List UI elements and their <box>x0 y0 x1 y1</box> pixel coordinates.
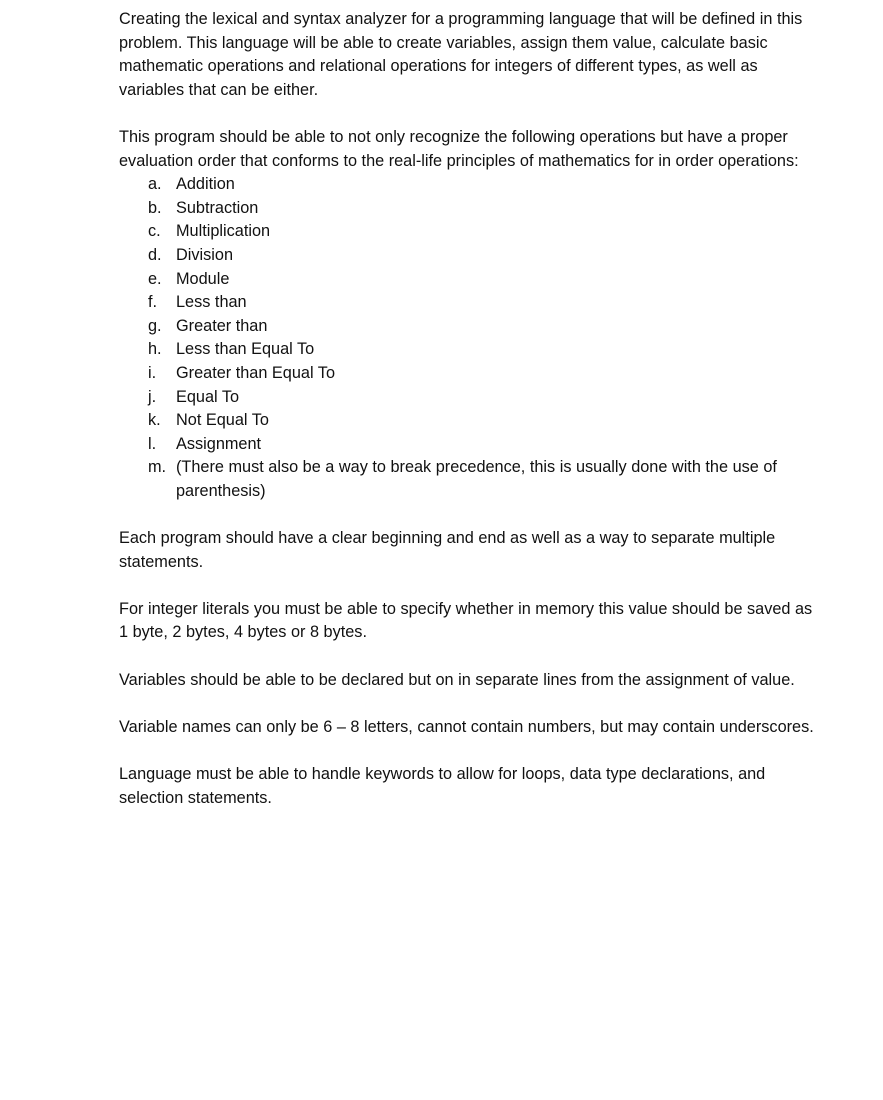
list-marker: m. <box>148 458 167 477</box>
list-item-text: Equal To <box>176 387 240 406</box>
list-item-text: Module <box>176 269 230 288</box>
list-marker: l. <box>148 434 157 453</box>
list-item-text: Division <box>176 245 234 264</box>
list-marker: b. <box>148 198 162 217</box>
integer-literals-paragraph: For integer literals you must be able to specify whether in memory this value should be saved as 1 byte, 2 bytes, 4 bytes or 8 bytes. <box>119 599 813 642</box>
operations-intro-paragraph: This program should be able to not only recognize the following operations but have a proper evaluation order that conforms to the real-life principles of mathematics for in order operations: <box>119 127 799 170</box>
list-item <box>119 338 819 362</box>
list-marker: a. <box>148 175 162 194</box>
list-marker: g. <box>148 316 162 335</box>
list-item-text: (There must also be a way to break precedence, this is usually done with the use of parenthesis) <box>176 458 777 500</box>
list-item-text: Less than <box>176 293 247 312</box>
variables-declaration-paragraph: Variables should be able to be declared but on in separate lines from the assignment of value. <box>119 670 795 689</box>
list-item-text: Assignment <box>176 434 262 453</box>
list-item <box>119 386 819 410</box>
list-item <box>119 197 819 221</box>
list-item-text: Multiplication <box>176 222 271 241</box>
list-item <box>119 220 819 244</box>
list-marker: k. <box>148 411 161 430</box>
list-item-text: Greater than Equal To <box>176 363 335 382</box>
document-page <box>119 8 819 834</box>
intro-paragraph: Creating the lexical and syntax analyzer for a programming language that will be defined in this problem. This language will be able to create variables, assign them value, calculate basic mathematic operations and relational operations for integers of different types, as well as variables that can be either. <box>119 10 803 99</box>
list-marker: e. <box>148 269 162 288</box>
list-item-text: Greater than <box>176 316 268 335</box>
list-item <box>119 456 819 503</box>
list-marker: d. <box>148 245 162 264</box>
list-item <box>119 409 819 433</box>
structure-paragraph: Each program should have a clear beginning and end as well as a way to separate multiple statements. <box>119 529 776 571</box>
list-item <box>119 244 819 268</box>
list-item <box>119 173 819 197</box>
list-marker: h. <box>148 340 162 359</box>
list-item <box>119 268 819 292</box>
list-item-text: Subtraction <box>176 198 259 217</box>
list-marker: i. <box>148 363 157 382</box>
list-item-text: Not Equal To <box>176 411 269 430</box>
keywords-paragraph: Language must be able to handle keywords to allow for loops, data type declarations, and selection statements. <box>119 765 766 807</box>
variable-names-paragraph: Variable names can only be 6 – 8 letters, cannot contain numbers, but may contain underscores. <box>119 717 814 736</box>
list-item-text: Less than Equal To <box>176 340 315 359</box>
list-marker: f. <box>148 293 158 312</box>
list-item <box>119 362 819 386</box>
list-item <box>119 291 819 315</box>
list-item-text: Addition <box>176 175 235 194</box>
list-item <box>119 433 819 457</box>
list-item <box>119 315 819 339</box>
list-marker: j. <box>148 387 157 406</box>
list-marker: c. <box>148 222 161 241</box>
operations-list <box>119 173 819 503</box>
